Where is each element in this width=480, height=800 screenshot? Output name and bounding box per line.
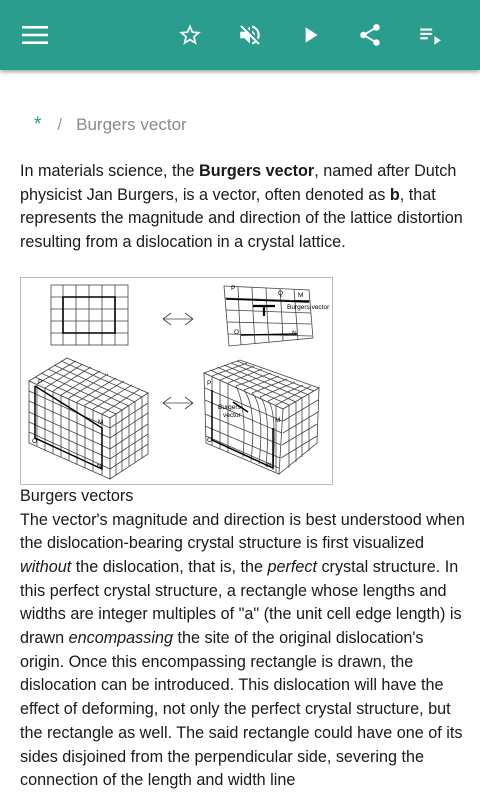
body-paragraph bbox=[20, 509, 465, 793]
breadcrumb-home-link[interactable]: * bbox=[34, 114, 42, 135]
article-body bbox=[20, 160, 465, 793]
burgers-vector-figure bbox=[20, 277, 333, 485]
figure-label-vector: vector bbox=[223, 411, 241, 419]
figure-label-n: N bbox=[97, 462, 102, 470]
figure-label-q: Q bbox=[278, 289, 284, 297]
figure-label-m: M bbox=[275, 416, 281, 424]
figure-label-m: M bbox=[98, 418, 104, 426]
mute-button[interactable] bbox=[230, 15, 270, 55]
figure-label-o: O bbox=[207, 436, 213, 444]
intro-symbol: b bbox=[389, 185, 400, 204]
figure-label-burgers: Burgers bbox=[218, 403, 241, 411]
figure-label-o: O bbox=[234, 328, 240, 336]
figure-label-n: N bbox=[292, 329, 297, 337]
play-icon bbox=[297, 22, 323, 48]
star-outline-icon bbox=[177, 22, 203, 48]
breadcrumb-current: Burgers vector bbox=[76, 115, 187, 134]
body-text: the site of the original dislocation's origin. Once this encompassing rectangle is drawn, the dislocation can be introduced. This dislocation will have the effect of deforming, not only the perfect crystal structure, but the rectangle as well. The said rectangle could have one of its sides disjoined from the perpendicular side, severing the connection of the length and width line bbox=[20, 629, 463, 790]
figure-label-p: P bbox=[231, 284, 236, 292]
breadcrumb bbox=[34, 114, 187, 136]
body-text: crystal structure. In this perfect crystal structure, a rectangle whose lengths and widths are integer multiples of "a" (the unit cell edge length) is drawn bbox=[20, 557, 462, 648]
playlist-icon bbox=[417, 22, 443, 48]
playlist-button[interactable] bbox=[410, 15, 450, 55]
volume-off-icon bbox=[237, 22, 263, 48]
body-emphasis: without bbox=[20, 557, 72, 576]
body-text: The vector's magnitude and direction is best understood when the dislocation-bearing crystal structure is first visualized bbox=[20, 510, 465, 553]
figure-label-n: N bbox=[267, 461, 272, 469]
figure-label-m: M bbox=[298, 291, 304, 299]
figure-caption: Burgers vectors bbox=[20, 486, 134, 505]
figure-label-burgers-vector: Burgers vector bbox=[287, 303, 330, 311]
figure-label-p: P bbox=[207, 379, 212, 387]
body-emphasis: encompassing bbox=[68, 629, 173, 648]
intro-text: , that represents the magnitude and direction of the lattice distortion resulting from a dislocation in a crystal lattice. bbox=[20, 185, 463, 252]
body-emphasis: perfect bbox=[267, 557, 317, 576]
play-button[interactable] bbox=[290, 15, 330, 55]
figure-label-p: P bbox=[38, 378, 43, 386]
menu-button[interactable] bbox=[15, 15, 55, 55]
intro-text: , named after Dutch physicist Jan Burgers, is a vector, often denoted as bbox=[20, 162, 457, 204]
intro-term: Burgers vector bbox=[199, 162, 315, 180]
favorite-button[interactable] bbox=[170, 15, 210, 55]
app-toolbar bbox=[0, 0, 480, 70]
figure-label-o: O bbox=[32, 437, 38, 445]
breadcrumb-separator: / bbox=[57, 115, 63, 134]
share-button[interactable] bbox=[350, 15, 390, 55]
intro-paragraph bbox=[20, 160, 465, 255]
body-text: the dislocation, that is, the bbox=[71, 557, 268, 576]
share-icon bbox=[357, 22, 383, 48]
hamburger-menu-icon bbox=[22, 25, 48, 45]
intro-text: In materials science, the bbox=[20, 162, 200, 180]
